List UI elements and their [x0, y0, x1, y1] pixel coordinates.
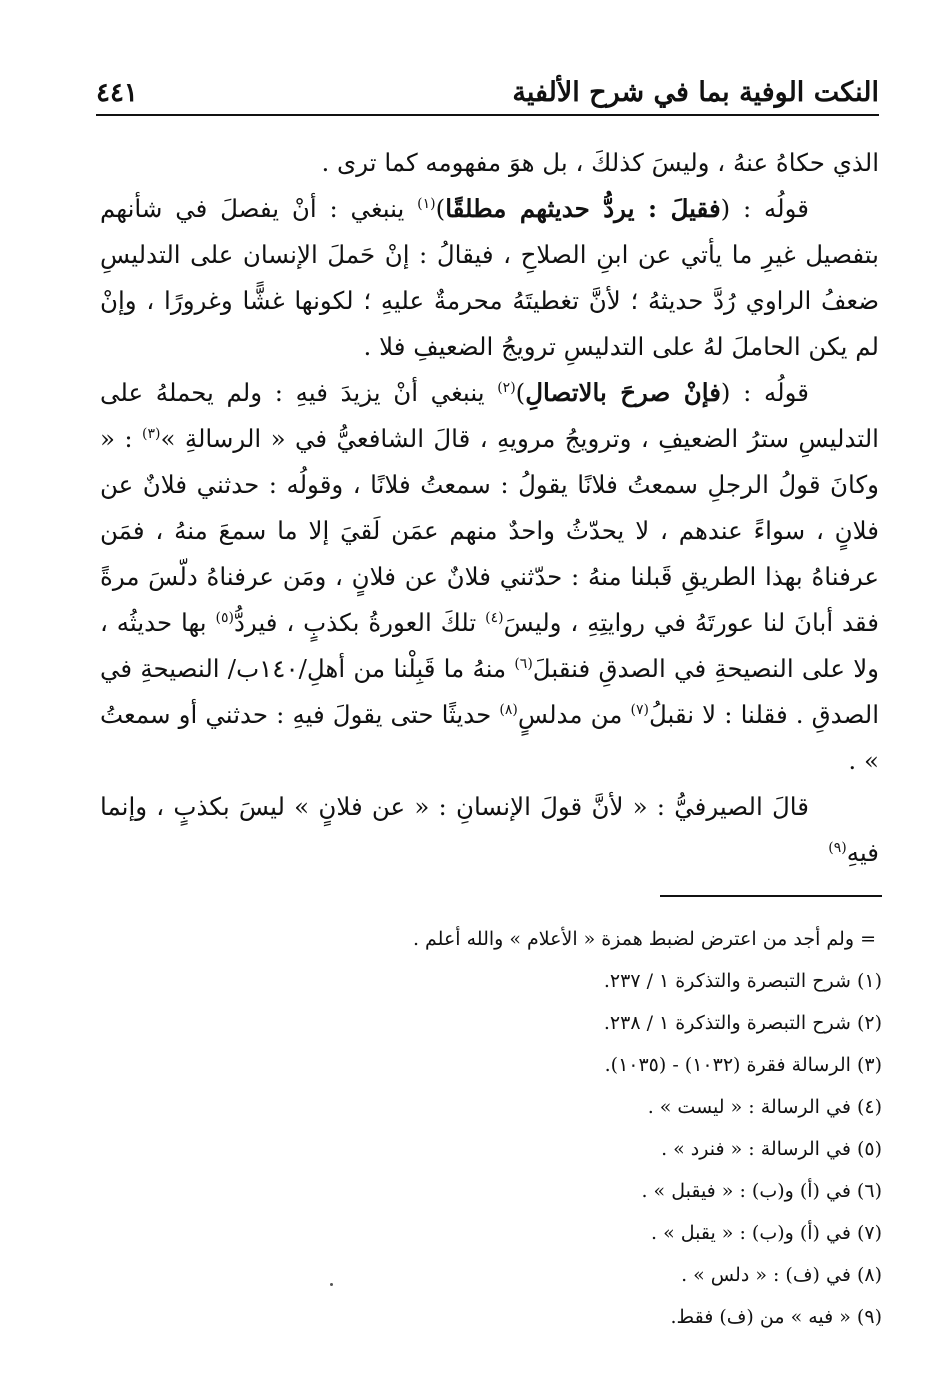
paragraph-3-seg-3: تلكَ العورةُ بكذبٍ ، فيردُّ — [233, 608, 486, 637]
paragraph-3-quote: فإنْ صرحَ بالاتصالِ — [525, 378, 721, 407]
paragraph-4 — [100, 784, 879, 876]
footnote-ref-5: (٥) — [215, 609, 234, 626]
paragraph-1: الذي حكاهُ عنهُ ، وليسَ كذلكَ ، بل هوَ مفهومه كما ترى . — [321, 148, 879, 177]
main-text — [100, 140, 879, 876]
paragraph-3-seg-1: ينبغي أنْ يزيدَ فيهِ : ولم يحملهُ على التدليسِ سترُ الضعيفِ ، وترويجُ مرويهِ ، قالَ الشافعيُّ في « الرسالةِ » — [100, 378, 879, 453]
running-header — [96, 60, 879, 106]
footnote-1: (١) شرح التبصرة والتذكرة ١ / ٢٣٧. — [603, 970, 882, 992]
scan-speck — [330, 1283, 333, 1286]
paragraph-3-close: ) — [515, 378, 526, 407]
footnote-6: (٦) في (أ) و(ب) : « فيقبل » . — [641, 1180, 882, 1202]
paragraph-2-text: ينبغي : أنْ يفصلَ في شأنهم بتفصيل غيرِ ما يأتي عن ابنِ الصلاحِ ، فيقالُ : إنْ حَملَ الإنسان على التدليسِ ضعفُ الراوي رُدَّ حديثهُ ؛ لأنَّ تغطيتَهُ محرمةٌ عليهِ ؛ لكونها غشًّا وغرورًا ، وإنْ لم يكن الحاملَ لهُ على التدليسِ ترويجُ الضعيفِ فلا . — [100, 194, 879, 361]
running-title: النكت الوفية بما في شرح الألفية — [512, 77, 879, 108]
footnote-separator — [660, 895, 882, 897]
footnote-8: (٨) في (ف) : « دلس » . — [681, 1264, 882, 1286]
paragraph-3-seg-7: حديثًا حتى يقولَ فيهِ : حدثني أو سمعتُ » . — [100, 700, 879, 775]
paragraph-4-text: قالَ الصيرفيُّ : « لأنَّ قولَ الإنسانِ : « عن فلانٍ » ليسَ بكذبٍ ، وإنما فيهِ — [100, 792, 879, 867]
paragraph-3-seg-2: : « وكانَ قولُ الرجلِ سمعتُ فلانًا يقولُ : سمعتُ فلانًا ، وقولُه : حدثني فلانٌ عن فلانٍ ، سواءً عندهم ، لا يحدّثُ واحدٌ منهم عمَن لَقيَ إلا ما سمعَ منهُ ، فمَن عرفناهُ بهذا الطريقِ قَبلنا منهُ : حدّثني فلانٌ عن فلانٍ ، ومَن عرفناهُ دلّسَ مرةً فقد أبانَ لنا عورتَهُ في روايتِهِ ، وليسَ — [100, 424, 879, 637]
paragraph-3-intro: قولُه : ( — [720, 378, 809, 407]
footnote-7: (٧) في (أ) و(ب) : « يقبل » . — [651, 1222, 882, 1244]
paragraph-2-intro: قولُه : ( — [720, 194, 810, 223]
footnote-continuation: = ولم أجد من اعترض لضبط همزة « الأعلام » والله أعلم . — [412, 928, 876, 950]
footnote-ref-1: (١) — [417, 195, 436, 212]
paragraph-3-seg-6: من مدلسٍ — [517, 700, 631, 729]
footnote-ref-2: (٢) — [497, 379, 516, 396]
footnote-5: (٥) في الرسالة : « فنرد » . — [661, 1138, 882, 1160]
footnote-ref-3: (٣) — [142, 425, 161, 442]
footnote-ref-8: (٨) — [499, 701, 518, 718]
footnote-2: (٢) شرح التبصرة والتذكرة ١ / ٢٣٨. — [603, 1012, 882, 1034]
paragraph-2 — [100, 186, 879, 370]
footnote-4: (٤) في الرسالة : « ليست » . — [647, 1096, 882, 1118]
paragraph-2-close: ) — [435, 194, 446, 223]
footnote-ref-6: (٦) — [514, 655, 533, 672]
paragraph-3 — [100, 370, 879, 784]
footnote-ref-4: (٤) — [485, 609, 504, 626]
page-number: ٤٤١ — [96, 78, 138, 108]
header-rule — [96, 114, 879, 116]
footnote-3: (٣) الرسالة فقرة (١٠٣٢) - (١٠٣٥). — [604, 1054, 882, 1076]
footnote-ref-7: (٧) — [630, 701, 649, 718]
paragraph-3-seg-4: بها حديثُه ، ولا على النصيحةِ في الصدقِ فنقبلَ — [100, 608, 880, 683]
footnote-ref-9: (٩) — [828, 839, 847, 856]
paragraph-3-seg-5: منهُ ما قَبِلْنا من أهلِ/١٤٠ب/ النصيحةِ في الصدقِ . فقلنا : لا نقبلُ — [100, 654, 880, 729]
paragraph-2-quote: فقيلَ : يردُّ حديثهم مطلقًا — [445, 194, 721, 223]
footnotes — [200, 918, 882, 1338]
footnote-9: (٩) « فيه » من (ف) فقط. — [670, 1306, 882, 1328]
